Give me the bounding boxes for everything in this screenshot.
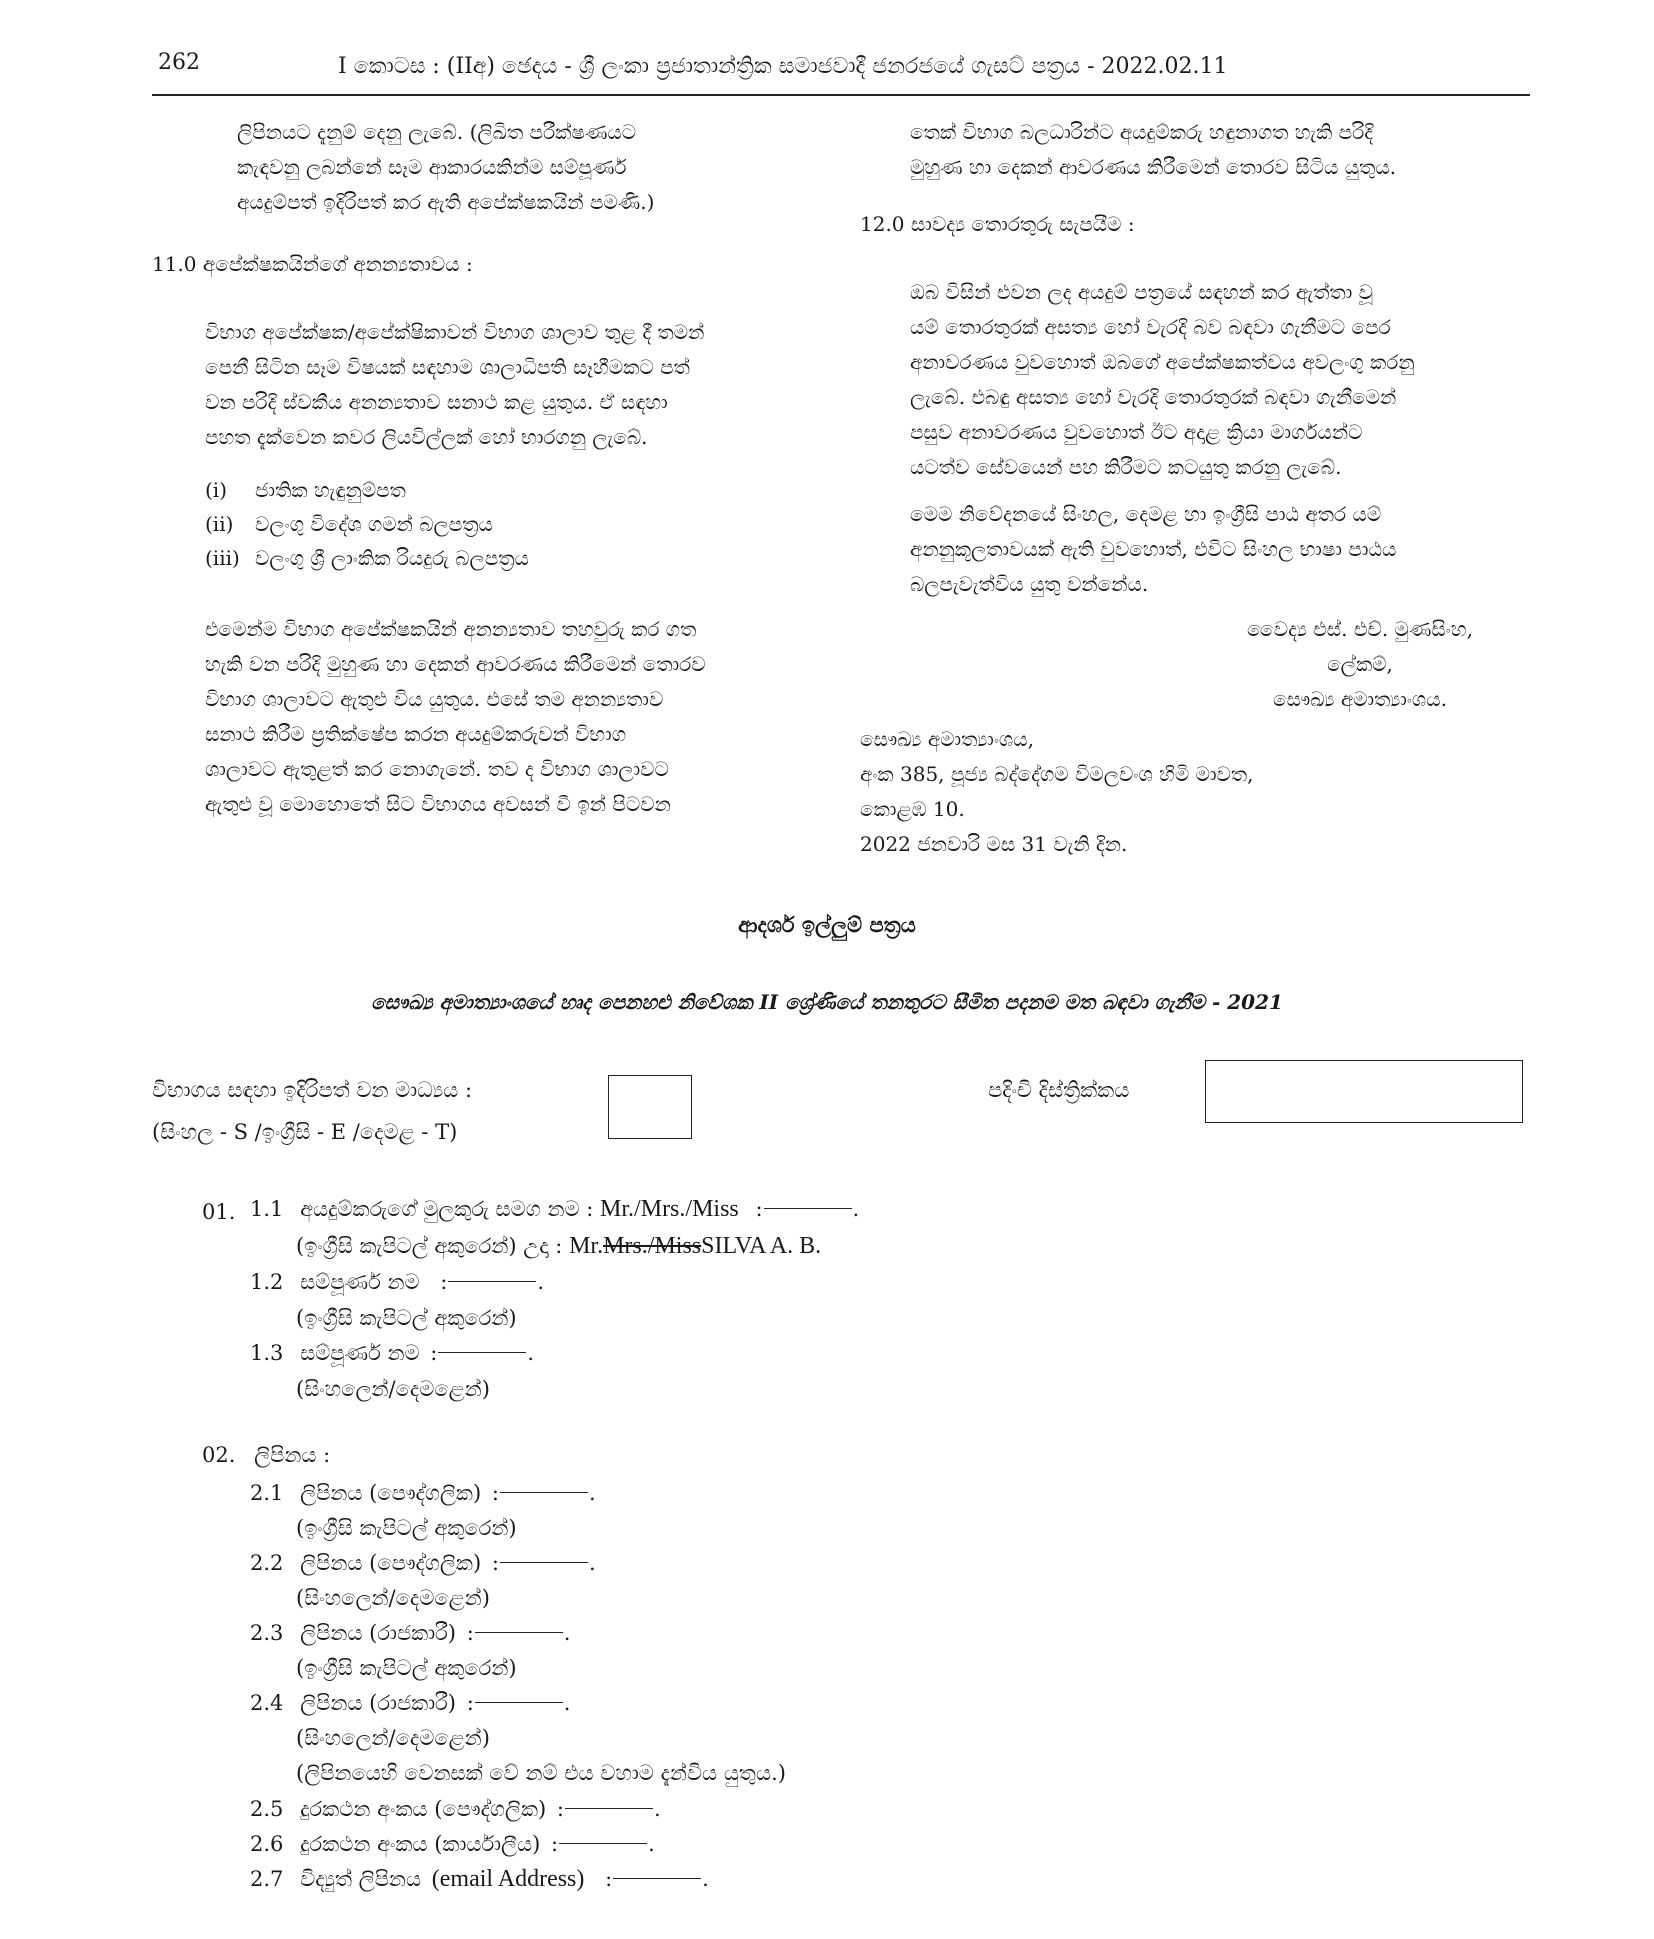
field-label: ලිපිනය (රාජකාරී) — [300, 1691, 457, 1715]
field-number: 2.7 — [250, 1867, 284, 1891]
field-label: විද්‍යුත් ලිපිනය — [300, 1867, 422, 1891]
text-line: තෙක් විභාග බලධාරින්ට අයදුම්කරු හඳුනාගත හැකි පරිදි — [910, 120, 1374, 144]
section-11-paragraph-2 — [205, 612, 825, 822]
section-12-paragraph-1 — [910, 275, 1530, 485]
text-line: ලැබේ. එබඳු අසත්‍ය හෝ වැරදි තොරතුරක් බඳවා ගැනීමෙන් — [910, 385, 1397, 409]
field-separator: : — [491, 1481, 499, 1505]
field-2-2-sub: (සිංහලෙන්/දෙමළෙන්) — [296, 1586, 490, 1610]
field-number: 2.3 — [250, 1621, 284, 1645]
field-2-2 — [250, 1551, 596, 1576]
field-separator: : — [466, 1621, 474, 1645]
field-end: . — [653, 1797, 661, 1821]
full-name-english-blank[interactable] — [448, 1281, 536, 1282]
field-1-3-sub: (සිංහලෙන්/දෙමළෙන්) — [296, 1377, 490, 1401]
form-title: ආදර්ශ ඉල්ලුම් පත්‍රය — [738, 912, 916, 937]
field-separator: : — [491, 1551, 499, 1575]
official-address-sinhala-blank[interactable] — [475, 1702, 563, 1703]
name-with-initials-blank[interactable] — [764, 1208, 852, 1209]
field-number: 2.6 — [250, 1832, 284, 1856]
form-subtitle: සෞඛ්‍ය අමාත්‍යාංශයේ හෘද පෙනහළු නිවේශක II ශ්‍රේණියේ තනතුරට සීමිත පදනම මත බඳවා ගැනීම - 2021 — [371, 990, 1283, 1014]
field-separator: : — [466, 1691, 474, 1715]
text-line: මෙම නිවේදනයේ සිංහල, දෙමළ හා ඉංග්‍රීසි පාඨ අතර යම් — [910, 502, 1382, 526]
field-2-4-sub: (සිංහලෙන්/දෙමළෙන්) — [296, 1726, 490, 1750]
field-1-1-example — [296, 1233, 821, 1260]
signatory-ministry: සෞඛ්‍ය අමාත්‍යාංශය. — [1273, 687, 1447, 711]
field-label: ලිපිනය (පෞද්ගලික) — [300, 1481, 482, 1505]
text-line: ඔබ විසින් එවන ලද අයදුම් පත්‍රයේ සඳහන් කර ඇත්තා වූ — [910, 280, 1374, 304]
text-line: හැකි වන පරිදි මුහුණ හා දෙකන් ආවරණය කිරීමෙන් තොරව — [205, 652, 706, 676]
question-2-number: 02. — [202, 1443, 236, 1467]
field-number: 1.1 — [250, 1197, 284, 1221]
list-item — [205, 478, 825, 512]
signature-block — [1180, 612, 1540, 717]
address-line: අංක 385, පූජ්‍ය බද්දේගම විමලවංශ හිමි මාවත, — [860, 762, 1254, 786]
text-line: පසුව අනාවරණය වුවහොත් ඊට අදාළ ක්‍රියා මාර්ගයන්ට — [910, 420, 1363, 444]
field-2-7 — [250, 1866, 709, 1893]
official-address-english-blank[interactable] — [475, 1632, 563, 1633]
district-label: පදිංචි දිස්ත්‍රික්කය — [988, 1078, 1130, 1102]
field-end: . — [852, 1197, 860, 1221]
field-separator: : — [556, 1797, 564, 1821]
field-2-4-note: (ලිපිනයෙහි වෙනසක් වේ නම් එය වහාම දැන්විය යුතුය.) — [296, 1761, 786, 1785]
list-item-label: ජාතික හැඳුනුම්පත — [255, 478, 406, 502]
text-line: ඇතුළු වූ මොහොතේ සිට විභාගය අවසන් වී ඉන් පිටවන — [205, 792, 671, 816]
signatory-title: ලේකම්, — [1327, 652, 1393, 676]
gazette-header-title: I කොටස : (IIඅ) ඡෙදය - ශ්‍රී ලංකා ප්‍රජාතාන්ත්‍රික සමාජවාදී ජනරජයේ ගැසට් පත්‍රය - 2022.02.11 — [338, 54, 1228, 79]
text-line: එමෙන්ම විභාග අපේක්ෂකයින් අනන්‍යතාව තහවුරු කර ගත — [205, 617, 697, 641]
text-line: ලිපිනයට දැනුම් දෙනු ලැබේ. (ලිඛිත පරීක්ෂණයට — [237, 120, 637, 144]
field-end: . — [527, 1341, 535, 1365]
field-label: සම්පූර්ණ නම — [300, 1270, 420, 1294]
field-1-3 — [250, 1341, 534, 1366]
field-1-1 — [250, 1196, 859, 1223]
field-2-1 — [250, 1481, 596, 1506]
example-title: Mr. — [569, 1233, 604, 1259]
field-2-4 — [250, 1691, 570, 1716]
field-2-3 — [250, 1621, 570, 1646]
list-item-label: වලංගු විදේශ ගමන් බලපත්‍රය — [255, 512, 493, 536]
field-label: දුරකථන අංකය (කාර්යාලීය) — [300, 1832, 541, 1856]
list-item-number: (iii) — [205, 546, 240, 570]
address-date: 2022 ජනවාරි මස 31 වැනි දින. — [860, 832, 1128, 856]
field-email-latin: (email Address) — [431, 1866, 585, 1892]
field-number: 2.5 — [250, 1797, 284, 1821]
header-rule — [152, 94, 1530, 96]
text-line: මුහුණ හා දෙකන් ආවරණය කිරීමෙන් තොරව සිටිය යුතුය. — [910, 155, 1397, 179]
field-label: ලිපිනය (පෞද්ගලික) — [300, 1551, 482, 1575]
question-2-heading — [202, 1443, 330, 1468]
list-item-label: වලංගු ශ්‍රී ලාංකික රියදුරු බලපත්‍රය — [255, 546, 529, 570]
field-number: 1.2 — [250, 1270, 284, 1294]
field-end: . — [588, 1551, 596, 1575]
example-struck-titles: Mrs./Miss — [603, 1233, 702, 1259]
field-number: 1.3 — [250, 1341, 284, 1365]
section-11-paragraph-1 — [205, 315, 825, 455]
address-line: සෞඛ්‍ය අමාත්‍යාංශය, — [860, 727, 1034, 751]
text-line: අනාවරණය වුවහොත් ඔබගේ අපේක්ෂකත්වය අවලංගු කරනු — [910, 350, 1415, 374]
field-1-2 — [250, 1270, 544, 1295]
text-line: ශාලාවට ඇතුළත් කර නොගැනේ. තව ද විභාග ශාලාවට — [205, 757, 669, 781]
example-name: SILVA A. B. — [701, 1233, 822, 1259]
field-2-6 — [250, 1832, 655, 1857]
signatory-name: වෛද්‍ය එස්. එච්. මුණසිංහ, — [1247, 617, 1473, 641]
id-document-list — [205, 478, 825, 580]
private-address-english-blank[interactable] — [500, 1492, 588, 1493]
medium-label: විභාගය සඳහා ඉදිරිපත් වන මාධ්‍යය : — [152, 1078, 473, 1102]
field-label: දුරකථන අංකය (පෞද්ගලික) — [300, 1797, 547, 1821]
section-12-paragraph-2 — [910, 497, 1530, 602]
left-intro-paragraph — [237, 115, 822, 220]
field-separator: : — [430, 1341, 438, 1365]
field-end: . — [563, 1621, 571, 1645]
example-prefix: (ඉංග්‍රීසි කැපිටල් අකුරෙන්) උදා : — [296, 1234, 563, 1258]
right-continuation-paragraph — [910, 115, 1530, 185]
field-end: . — [563, 1691, 571, 1715]
field-separator: : — [551, 1832, 559, 1856]
field-end: . — [702, 1867, 709, 1891]
text-line: සනාථ කිරීම ප්‍රතික්ෂේප කරන අයදුම්කරුවන් විභාග — [205, 722, 627, 746]
question-2-label: ලිපිනය : — [254, 1443, 331, 1467]
address-block — [860, 722, 1520, 862]
text-line: යටත්ව සේවයෙන් පහ කිරීමට කටයුතු කරනු ලැබේ. — [910, 455, 1342, 479]
list-item — [205, 512, 825, 546]
text-line: කැඳවනු ලබන්නේ සෑම ආකාරයකින්ම සම්පූර්ණ — [237, 155, 627, 179]
district-input-box[interactable] — [1205, 1060, 1523, 1123]
email-address-blank[interactable] — [613, 1878, 701, 1879]
page-number: 262 — [158, 50, 200, 75]
field-title-options: Mr./Mrs./Miss — [600, 1196, 739, 1222]
private-phone-blank[interactable] — [565, 1808, 653, 1809]
field-separator: : — [440, 1270, 448, 1294]
medium-codes: (සිංහල - S /ඉංග්‍රීසි - E /දෙමළ - T) — [152, 1120, 458, 1144]
field-number: 2.2 — [250, 1551, 284, 1575]
text-line: පහත දැක්වෙන කවර ලියවිල්ලක් හෝ භාරගනු ලැබේ. — [205, 425, 648, 449]
text-line: විභාග ශාලාවට ඇතුළු විය යුතුය. එසේ තම අනන්‍යතාව — [205, 687, 664, 711]
field-2-3-sub: (ඉංග්‍රීසි කැපිටල් අකුරෙන්) — [296, 1656, 517, 1680]
field-1-2-sub: (ඉංග්‍රීසි කැපිටල් අකුරෙන්) — [296, 1306, 517, 1330]
office-phone-blank[interactable] — [559, 1843, 647, 1844]
field-end: . — [588, 1481, 596, 1505]
section-12-heading: 12.0 සාවද්‍ය තොරතුරු සැපයීම : — [860, 212, 1135, 236]
section-11-heading: 11.0 අපේක්ෂකයින්ගේ අනන්‍යතාවය : — [152, 252, 473, 276]
field-label: සම්පූර්ණ නම — [300, 1341, 420, 1365]
field-label: අයදුම්කරුගේ මුලකුරු සමග නම : — [300, 1197, 594, 1221]
text-line: යම් තොරතුරක් අසත්‍ය හෝ වැරදි බව බඳවා ගැනීමට පෙර — [910, 315, 1391, 339]
field-end: . — [648, 1832, 655, 1856]
field-label: ලිපිනය (රාජකාරී) — [300, 1621, 457, 1645]
text-line: බලපැවැත්විය යුතු වන්නේය. — [910, 572, 1149, 596]
text-line: වන පරිදි ස්වකීය අනන්‍යතාව සනාථ කළ යුතුය. ඒ සඳහා — [205, 390, 668, 414]
text-line: විභාග අපේක්ෂක/අපේක්ෂිකාවන් විභාග ශාලාව තුළ දී තමන් — [205, 320, 705, 344]
text-line: අනනුකූලතාවයක් ඇති වුවහොත්, එවිට සිංහල භාෂා පාඨය — [910, 537, 1397, 561]
field-number: 2.1 — [250, 1481, 284, 1505]
field-end: . — [537, 1270, 545, 1294]
full-name-sinhala-blank[interactable] — [438, 1352, 526, 1353]
field-separator: : — [755, 1197, 763, 1221]
address-line: කොළඹ 10. — [860, 797, 965, 821]
field-2-1-sub: (ඉංග්‍රීසි කැපිටල් අකුරෙන්) — [296, 1516, 517, 1540]
private-address-sinhala-blank[interactable] — [500, 1562, 588, 1563]
field-separator: : — [605, 1867, 613, 1891]
list-item-number: (ii) — [205, 512, 234, 536]
question-1-number: 01. — [202, 1200, 236, 1224]
field-number: 2.4 — [250, 1691, 284, 1715]
text-line: පෙනී සිටින සෑම විෂයක් සඳහාම ශාලාධිපති සෑහීමකට පත් — [205, 355, 690, 379]
text-line: අයදුම්පත් ඉදිරිපත් කර ඇති අපේක්ෂකයින් පමණි.) — [237, 190, 655, 214]
medium-input-box[interactable] — [608, 1075, 692, 1139]
field-2-5 — [250, 1797, 661, 1822]
list-item — [205, 546, 825, 580]
list-item-number: (i) — [205, 478, 228, 502]
